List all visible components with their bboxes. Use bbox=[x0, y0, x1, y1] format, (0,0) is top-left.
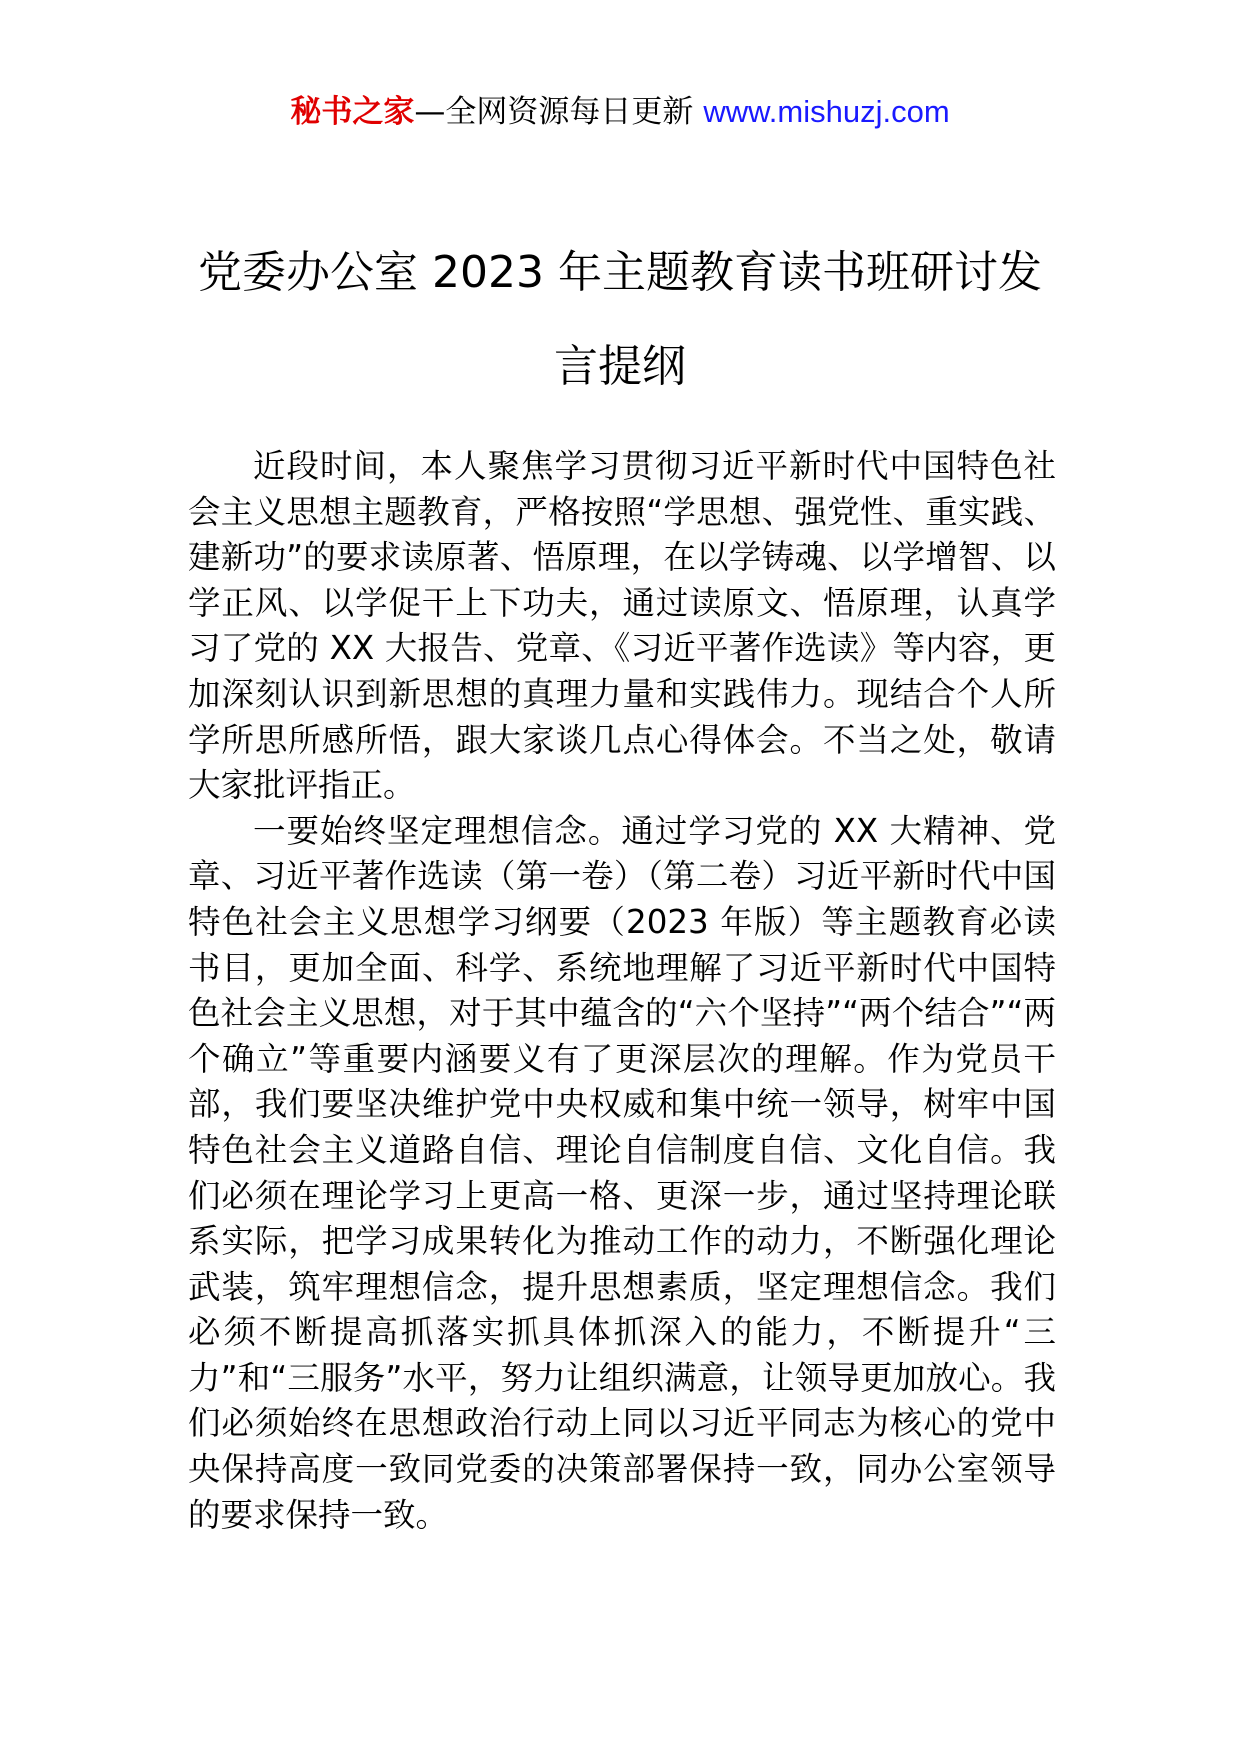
title-line-1: 党委办公室 2023 年主题教育读书班研讨发 bbox=[198, 247, 1042, 298]
header-banner bbox=[0, 92, 1240, 132]
header-tagline: —全网资源每日更新 bbox=[414, 94, 694, 130]
site-link[interactable]: www.mishuzj.com bbox=[703, 94, 950, 129]
document-body bbox=[188, 444, 1056, 1538]
title-line-2: 言提纲 bbox=[554, 341, 686, 392]
document-title bbox=[160, 226, 1080, 414]
body-paragraph-point-1: 一要始终坚定理想信念。通过学习党的 XX 大精神、党章、习近平著作选读（第一卷）（第二卷）习近平新时代中国特色社会主义思想学习纲要（2023 年版）等主题教育必读书目，更加全面、科学、系统地理解了习近平新时代中国特色社会主义思想，对于其中蕴含的“六个坚持”“两个结合”“两个确立”等重要内涵要义有了更深层次的理解。作为党员干部，我们要坚决维护党中央权威和集中统一领导，树牢中国特色社会主义道路自信、理论自信制度自信、文化自信。我们必须在理论学习上更高一格、更深一步，通过坚持理论联系实际，把学习成果转化为推动工作的动力，不断强化理论武装，筑牢理想信念，提升思想素质，坚定理想信念。我们必须不断提高抓落实抓具体抓深入的能力，不断提升“三力”和“三服务”水平，努力让组织满意，让领导更加放心。我们必须始终在思想政治行动上同以习近平同志为核心的党中央保持高度一致同党委的决策部署保持一致，同办公室领导的要求保持一致。 bbox=[188, 811, 1056, 1534]
body-paragraph-intro: 近段时间，本人聚焦学习贯彻习近平新时代中国特色社会主义思想主题教育，严格按照“学思想、强党性、重实践、建新功”的要求读原著、悟原理，在以学铸魂、以学增智、以学正风、以学促干上下功夫，通过读原文、悟原理，认真学习了党的 XX 大报告、党章、《习近平著作选读》等内容，更加深刻认识到新思想的真理力量和实践伟力。现结合个人所学所思所感所悟，跟大家谈几点心得体会。不当之处，敬请大家批评指正。 bbox=[188, 447, 1056, 805]
brand-name: 秘书之家 bbox=[290, 94, 415, 130]
